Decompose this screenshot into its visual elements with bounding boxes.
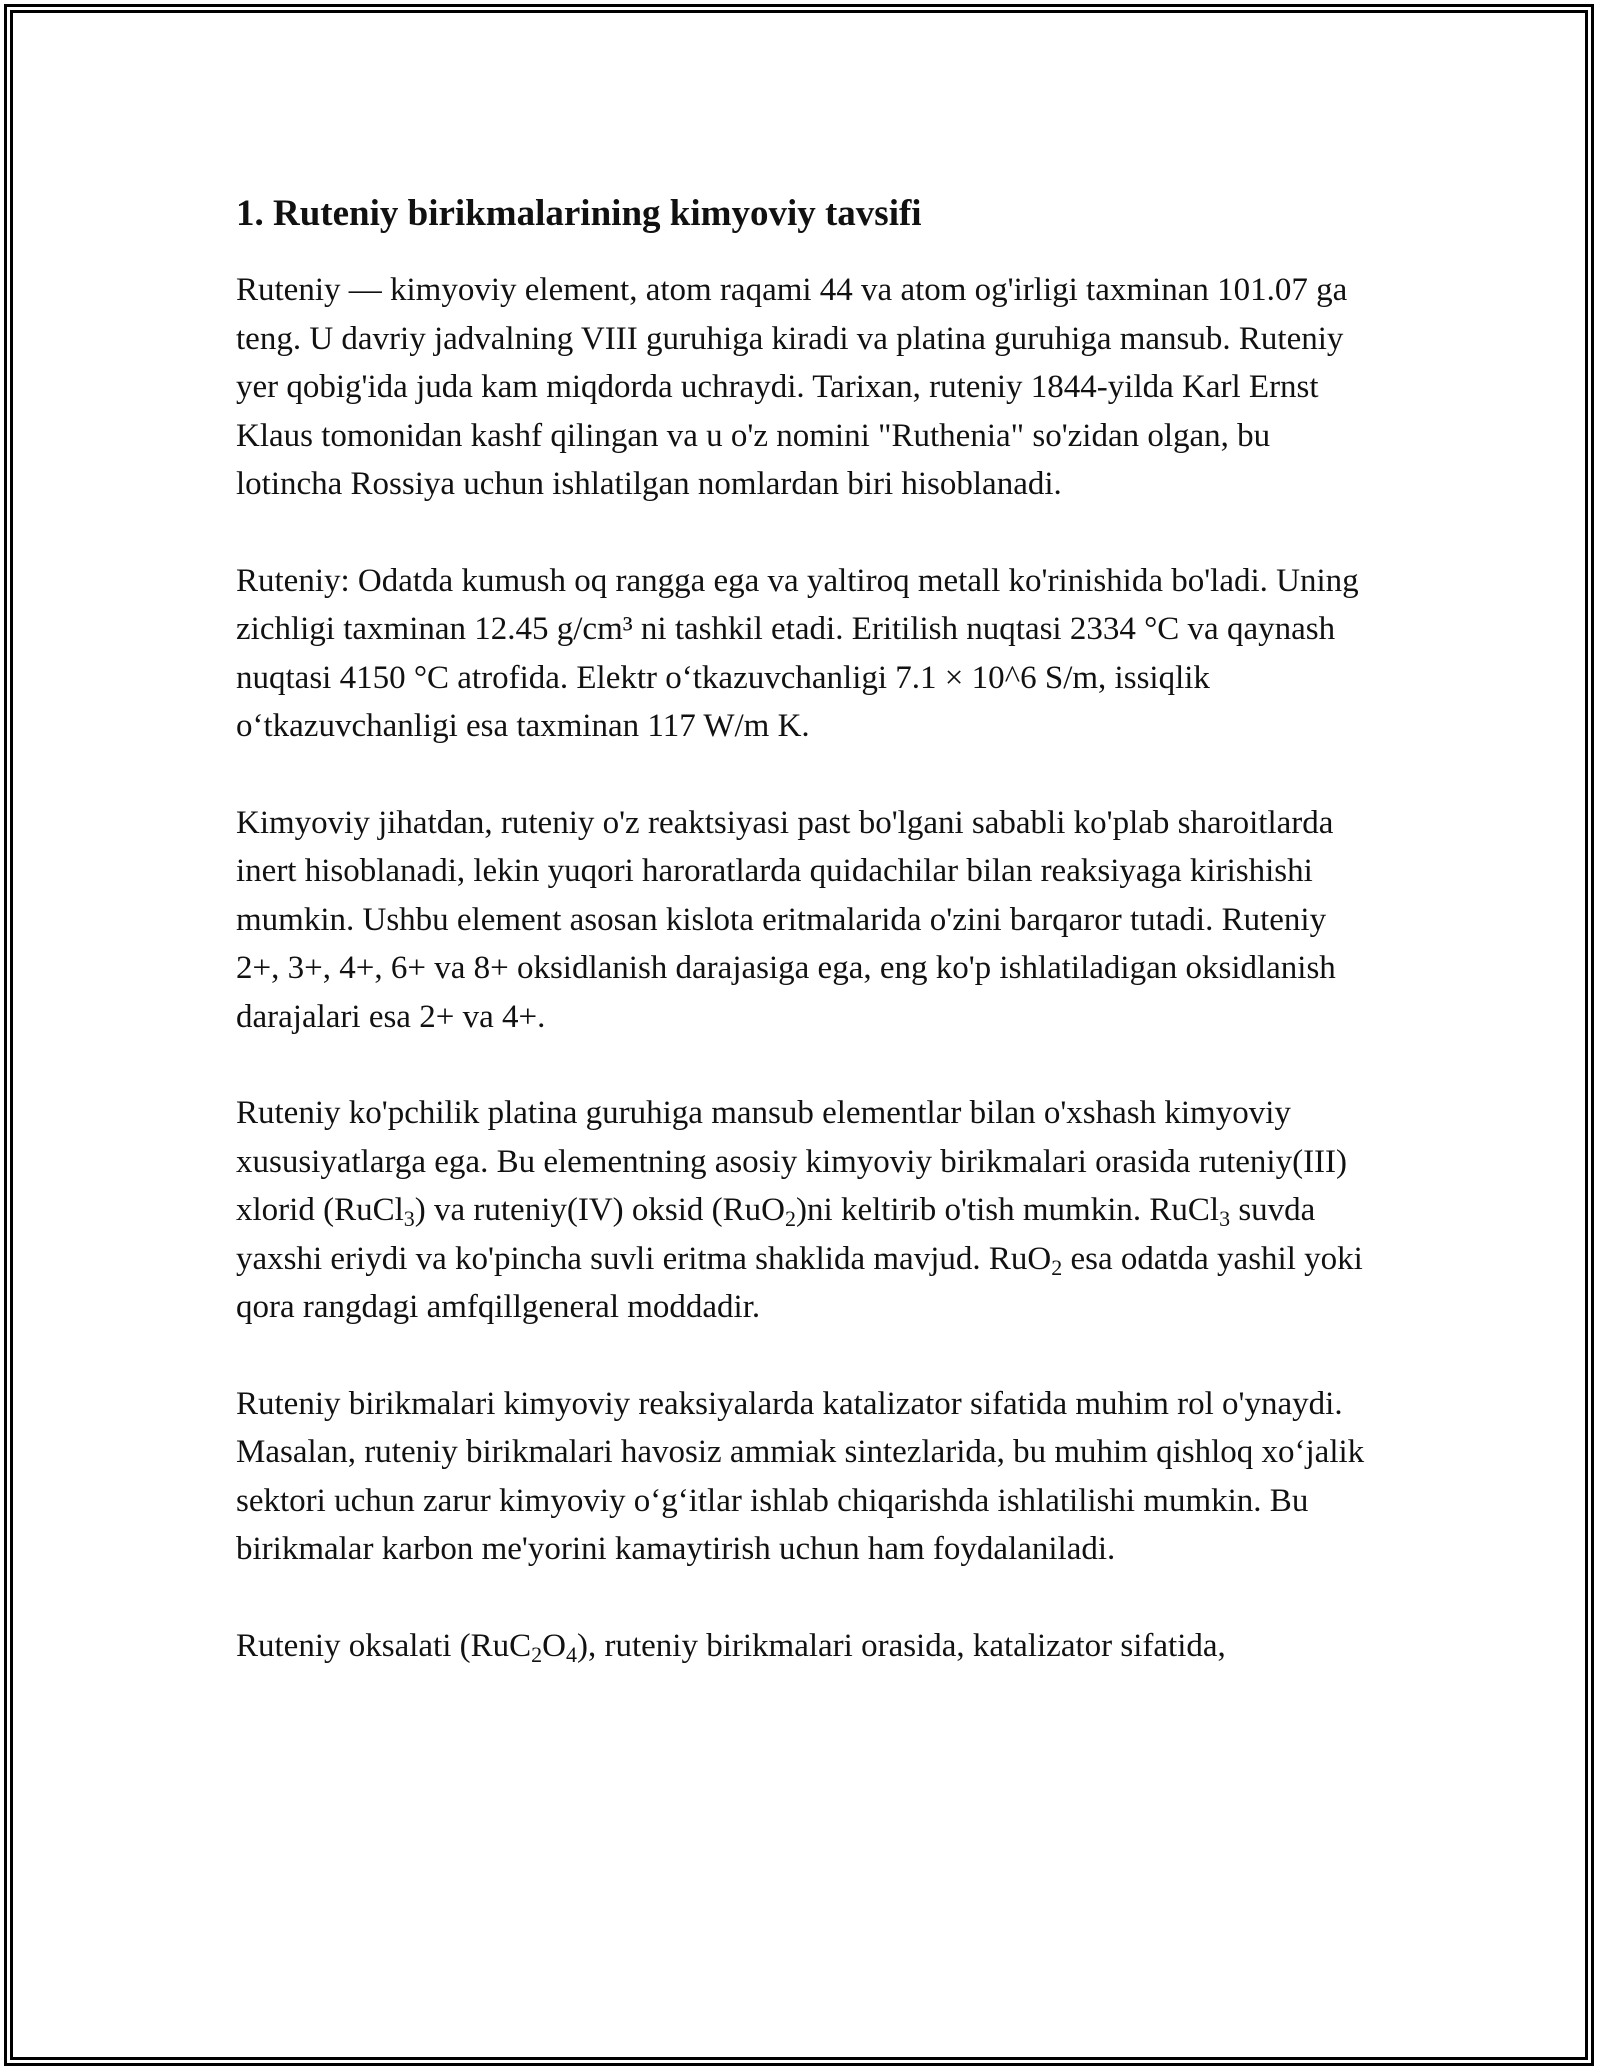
text-run: O [542, 1627, 566, 1664]
subscript: 3 [1219, 1206, 1231, 1231]
text-run: ), ruteniy birikmalari orasida, katalizator sifatida, [577, 1627, 1226, 1664]
text-run: Ruteniy ko'pchilik platina guruhiga mansub elementlar bilan o'xshash kimyoviy xususiyatlarga ega. Bu elementning asosiy kimyoviy birikmalari orasida ruteniy(III) xlorid (RuCl [236, 1095, 1348, 1228]
paragraph-physical-properties: Ruteniy: Odatda kumush oq rangga ega va yaltiroq metall ko'rinishida bo'ladi. Uning zichligi taxminan 12.45 g/cm³ ni tashkil etadi. Eritilish nuqtasi 2334 °C va qaynash nuqtasi 4150 °C atrofida. Elektr o‘tkazuvchanligi 7.1 × 10^6 S/m, issiqlik o‘tkazuvchanligi esa taxminan 117 W/m K. [236, 562, 1359, 744]
subscript: 2 [785, 1206, 797, 1231]
paragraph-main-compounds [236, 1089, 1376, 1332]
paragraph-catalysis: Ruteniy birikmalari kimyoviy reaksiyalarda katalizator sifatida muhim rol o'ynaydi. Masalan, ruteniy birikmalari havosiz ammiak sintezlarida, bu muhim qishloq xo‘jalik sektori uchun zarur kimyoviy o‘g‘itlar ishlab chiqarishda ishlatilishi mumkin. Bu birikmalar karbon me'yorini kamaytirish uchun ham foydalaniladi. [236, 1385, 1365, 1567]
subscript: 2 [1051, 1254, 1063, 1280]
text-run: )ni keltirib o'tish mumkin. RuCl [796, 1192, 1220, 1228]
section-heading: 1. Ruteniy birikmalarining kimyoviy tavsifi [236, 193, 922, 234]
text-run: ) va ruteniy(IV) oksid (RuO [414, 1192, 786, 1228]
paragraph-oxalate [236, 1622, 1376, 1671]
paragraph-introduction: Ruteniy — kimyoviy element, atom raqami 44 va atom og'irligi taxminan 101.07 ga teng. U davriy jadvalning VIII guruhiga kiradi va platina guruhiga mansub. Ruteniy yer qobig'ida juda kam miqdorda uchraydi. Tarixan, ruteniy 1844-yilda Karl Ernst Klaus tomonidan kashf qilingan va u o'z nomini "Ruthenia" so'zidan olgan, bu lotincha Rossiya uchun ishlatilgan nomlardan biri hisoblanadi. [236, 272, 1348, 502]
text-run: suvda yaxshi eriydi va ko'pincha suvli eritma shaklida mavjud. RuO [236, 1192, 1316, 1277]
paragraph-chemical-behavior: Kimyoviy jihatdan, ruteniy o'z reaktsiyasi past bo'lgani sababli ko'plab sharoitlarda inert hisoblanadi, lekin yuqori haroratlarda quidachilar bilan reaksiyaga kirishishi mumkin. Ushbu element asosan kislota eritmalarida o'zini barqaror tutadi. Ruteniy 2+, 3+, 4+, 6+ va 8+ oksidlanish darajasiga ega, eng ko'p ishlatiladigan oksidlanish darajalari esa 2+ va 4+. [236, 804, 1336, 1035]
subscript: 4 [566, 1641, 577, 1667]
subscript: 2 [531, 1641, 543, 1667]
document-body [236, 186, 1376, 1718]
subscript: 3 [403, 1206, 415, 1231]
text-run: esa odatda yashil yoki qora rangdagi amfqillgeneral moddadir. [236, 1240, 1363, 1325]
text-run: Ruteniy oksalati (RuC [236, 1627, 532, 1664]
